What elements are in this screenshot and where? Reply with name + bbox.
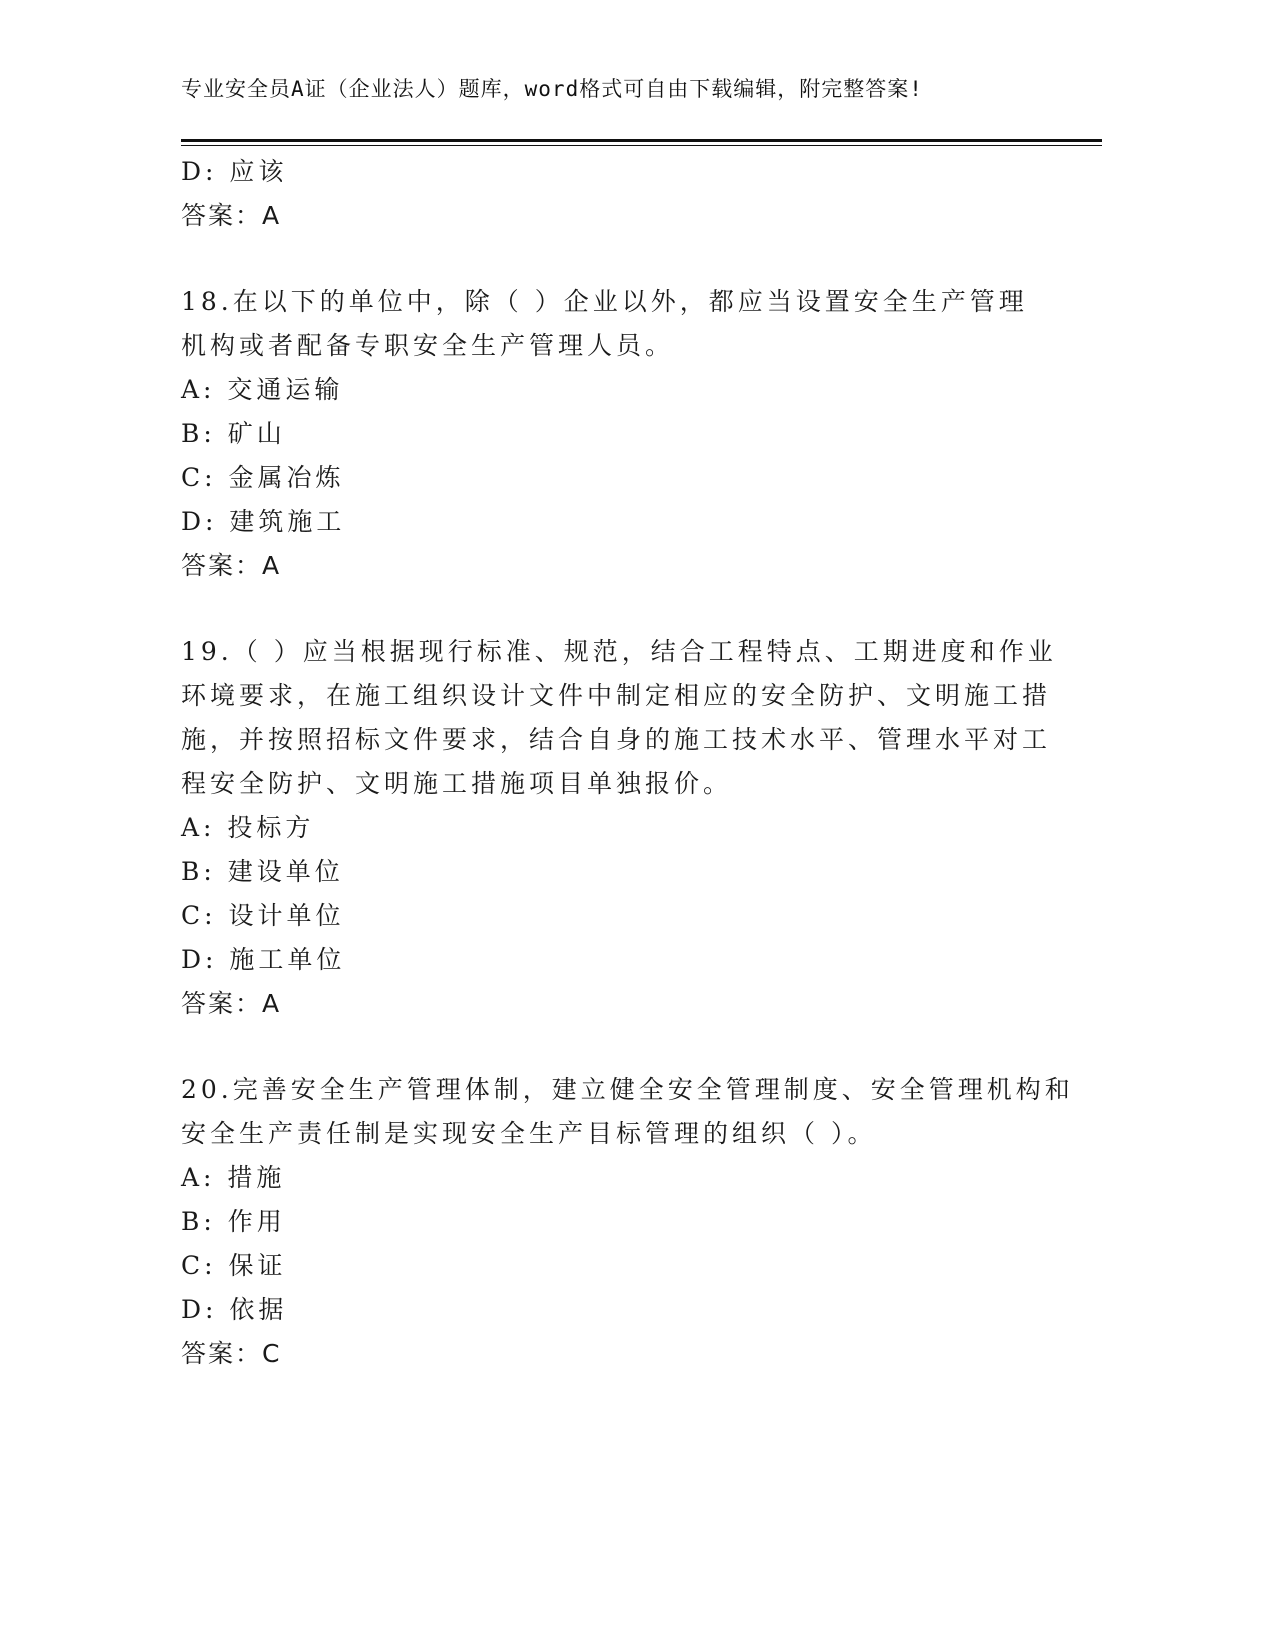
question-stem-line: 18.在以下的单位中，除（ ）企业以外，都应当设置安全生产管理 bbox=[181, 287, 1028, 316]
spacer bbox=[181, 238, 1041, 280]
spacer bbox=[181, 588, 1041, 630]
answer-line: 答案：A bbox=[181, 551, 282, 580]
header-rule-thick bbox=[181, 139, 1102, 142]
page-header-title: 专业安全员A证（企业法人）题库，word格式可自由下载编辑，附完整答案! bbox=[181, 77, 923, 101]
option-a: A: 措施 bbox=[181, 1163, 286, 1192]
question-content bbox=[181, 150, 1074, 1376]
question-stem-line: 机构或者配备专职安全生产管理人员。 bbox=[181, 331, 675, 360]
option-d: D: 依据 bbox=[181, 1295, 288, 1324]
option-b: B: 矿山 bbox=[181, 419, 286, 448]
answer-line: 答案：C bbox=[181, 1339, 282, 1368]
option-d: D: 建筑施工 bbox=[181, 507, 346, 536]
option-a: A: 交通运输 bbox=[181, 375, 344, 404]
option-b: B: 作用 bbox=[181, 1207, 286, 1236]
question-20 bbox=[181, 1068, 1074, 1376]
option-d: D: 施工单位 bbox=[181, 945, 346, 974]
question-stem-line: 安全生产责任制是实现安全生产目标管理的组织（ ）。 bbox=[181, 1119, 877, 1148]
question-stem-line: 环境要求，在施工组织设计文件中制定相应的安全防护、文明施工措 bbox=[181, 681, 1052, 710]
question-stem-line: 程安全防护、文明施工措施项目单独报价。 bbox=[181, 769, 733, 798]
spacer bbox=[181, 1026, 1041, 1068]
answer-line: 答案：A bbox=[181, 989, 282, 1018]
option-c: C: 设计单位 bbox=[181, 901, 345, 930]
option-b: B: 建设单位 bbox=[181, 857, 344, 886]
header-rule-thin bbox=[181, 145, 1102, 146]
option-a: A: 投标方 bbox=[181, 813, 315, 842]
option-c: C: 保证 bbox=[181, 1251, 287, 1280]
option-d: D: 应该 bbox=[181, 157, 288, 186]
option-c: C: 金属冶炼 bbox=[181, 463, 345, 492]
question-stem-line: 19.（ ）应当根据现行标准、规范，结合工程特点、工期进度和作业 bbox=[181, 637, 1057, 666]
question-19 bbox=[181, 630, 1057, 1026]
question-stem-line: 施，并按照招标文件要求，结合自身的施工技术水平、管理水平对工 bbox=[181, 725, 1052, 754]
question-18 bbox=[181, 280, 1041, 588]
question-stem-line: 20.完善安全生产管理体制，建立健全安全管理制度、安全管理机构和 bbox=[181, 1075, 1074, 1104]
answer-line: 答案：A bbox=[181, 201, 282, 230]
